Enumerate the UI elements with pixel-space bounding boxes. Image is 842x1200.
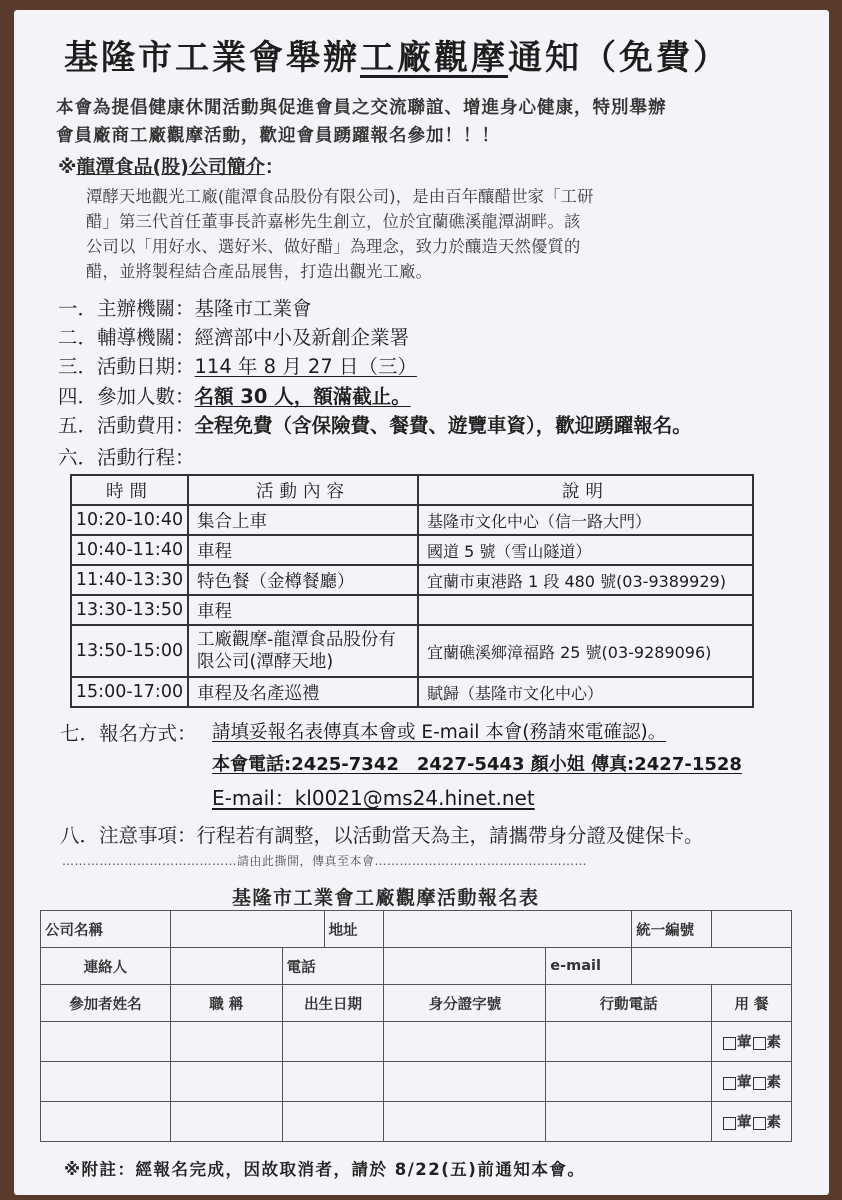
page-title: 基隆市工業會舉辦工廠觀摩通知（免費） [64, 38, 730, 78]
row-time: 11:40-13:30 [71, 565, 188, 595]
meal-choice: 葷 素 [712, 1062, 792, 1102]
participant-id-field[interactable] [384, 1102, 546, 1142]
company-paragraph-line: 醋」第三代首任董事長許嘉彬先生創立，位於宜蘭礁溪龍潭湖畔。該 [86, 212, 581, 231]
participant-birthdate-field[interactable] [282, 1062, 384, 1102]
row-activity: 車程 [188, 595, 418, 625]
meal-choice: 葷 素 [712, 1102, 792, 1142]
organizer-item: 一．主辦機關：基隆市工業會 [58, 297, 312, 320]
fee-item: 五．活動費用：全程免費（含保險費、餐費、遊覽車資），歡迎踴躍報名。 [58, 414, 692, 437]
row-time: 10:40-11:40 [71, 535, 188, 565]
table-row [71, 565, 753, 595]
tax-id-label: 統一編號 [632, 911, 712, 948]
meat-checkbox[interactable] [723, 1077, 736, 1090]
address-field[interactable] [384, 911, 632, 948]
contact-label: 連絡人 [41, 948, 171, 985]
form-title: 基隆市工業會工廠觀摩活動報名表 [232, 887, 540, 909]
participant-mobile-field[interactable] [546, 1022, 712, 1062]
contact-field[interactable] [170, 948, 282, 985]
participants-item: 四．參加人數：名額 30 人，額滿截止。 [58, 385, 411, 408]
participant-birthdate-field[interactable] [282, 1022, 384, 1062]
col-id-number: 身分證字號 [384, 985, 546, 1022]
row-time: 15:00-17:00 [71, 677, 188, 707]
vegetarian-checkbox[interactable] [753, 1117, 766, 1130]
col-title: 職 稱 [170, 985, 282, 1022]
row-activity: 車程 [188, 535, 418, 565]
phone-label: 電話 [282, 948, 384, 985]
company-heading: ※龍潭食品(股)公司簡介： [58, 156, 284, 178]
notice-item: 八．注意事項：行程若有調整，以活動當天為主，請攜帶身分證及健保卡。 [60, 824, 704, 847]
row-description: 宜蘭市東港路 1 段 480 號(03-9389929) [418, 565, 753, 595]
row-activity: 特色餐（金樽餐廳） [188, 565, 418, 595]
email-field[interactable] [632, 948, 792, 985]
registration-form [40, 910, 792, 1142]
table-row [71, 677, 753, 707]
header-activity: 活動內容 [188, 475, 418, 505]
company-name-field[interactable] [170, 911, 324, 948]
meal-choice: 葷 素 [712, 1022, 792, 1062]
company-name-label: 公司名稱 [41, 911, 171, 948]
col-mobile: 行動電話 [546, 985, 712, 1022]
participant-name-field[interactable] [41, 1022, 171, 1062]
participant-row [41, 1062, 792, 1102]
row-time: 13:30-13:50 [71, 595, 188, 625]
tax-id-field[interactable] [712, 911, 792, 948]
header-time: 時間 [71, 475, 188, 505]
table-row [71, 595, 753, 625]
intro-line-2: 會員廠商工廠觀摩活動，歡迎會員踴躍報名參加！！！ [56, 126, 500, 146]
participant-row [41, 1102, 792, 1142]
vegetarian-checkbox[interactable] [753, 1037, 766, 1050]
participant-title-field[interactable] [170, 1102, 282, 1142]
tear-line: ……………………………………請由此撕開，傳真至本會…………………………………………… [62, 854, 588, 868]
form-header-row [41, 985, 792, 1022]
advisor-item: 二．輔導機關：經濟部中小及新創企業署 [58, 326, 410, 349]
row-time: 10:20-10:40 [71, 505, 188, 535]
participant-title-field[interactable] [170, 1062, 282, 1102]
participant-row [41, 1022, 792, 1062]
company-paragraph-line: 潭酵天地觀光工廠(龍潭食品股份有限公司)，是由百年釀醋世家「工研 [86, 187, 594, 206]
row-description [418, 595, 753, 625]
registration-label: 七．報名方式： [60, 722, 197, 745]
participant-id-field[interactable] [384, 1062, 546, 1102]
registration-method: 請填妥報名表傳真本會或 E-mail 本會(務請來電確認)。 [212, 722, 667, 743]
participant-mobile-field[interactable] [546, 1102, 712, 1142]
schedule-label: 六．活動行程： [58, 446, 195, 469]
footnote: ※附註：經報名完成，因故取消者，請於 8/22(五)前通知本會。 [64, 1160, 586, 1179]
registration-phone: 本會電話:2425-7342 2427-5443 顏小姐 傳真:2427-1528 [212, 754, 742, 775]
participant-name-field[interactable] [41, 1102, 171, 1142]
company-paragraph-line: 公司以「用好水、選好米、做好醋」為理念，致力於釀造天然優質的 [86, 237, 581, 256]
form-row-contact [41, 948, 792, 985]
participant-name-field[interactable] [41, 1062, 171, 1102]
meat-checkbox[interactable] [723, 1117, 736, 1130]
row-description: 賦歸（基隆市文化中心） [418, 677, 753, 707]
row-description: 基隆市文化中心（信一路大門） [418, 505, 753, 535]
row-description: 國道 5 號（雪山隧道） [418, 535, 753, 565]
participant-title-field[interactable] [170, 1022, 282, 1062]
row-activity: 車程及名產巡禮 [188, 677, 418, 707]
col-meal: 用 餐 [712, 985, 792, 1022]
registration-email[interactable]: E-mail：kl0021@ms24.hinet.net [212, 786, 535, 810]
email-label: e-mail [546, 948, 632, 985]
date-item: 三．活動日期：114 年 8 月 27 日（三） [58, 355, 417, 378]
vegetarian-checkbox[interactable] [753, 1077, 766, 1090]
participant-mobile-field[interactable] [546, 1062, 712, 1102]
phone-field[interactable] [384, 948, 546, 985]
company-paragraph-line: 醋，並將製程結合產品展售，打造出觀光工廠。 [86, 262, 433, 281]
intro-line-1: 本會為提倡健康休閒活動與促進會員之交流聯誼、增進身心健康，特別舉辦 [56, 98, 667, 118]
header-description: 說明 [418, 475, 753, 505]
row-activity: 工廠觀摩-龍潭食品股份有限公司(潭酵天地) [188, 625, 418, 677]
col-birthdate: 出生日期 [282, 985, 384, 1022]
table-row [71, 505, 753, 535]
col-name: 參加者姓名 [41, 985, 171, 1022]
schedule-table [70, 474, 754, 708]
row-time: 13:50-15:00 [71, 625, 188, 677]
participant-birthdate-field[interactable] [282, 1102, 384, 1142]
row-description: 宜蘭礁溪鄉漳福路 25 號(03-9289096) [418, 625, 753, 677]
address-label: 地址 [324, 911, 384, 948]
schedule-header-row [71, 475, 753, 505]
table-row [71, 535, 753, 565]
row-activity: 集合上車 [188, 505, 418, 535]
table-row [71, 625, 753, 677]
meat-checkbox[interactable] [723, 1037, 736, 1050]
participant-id-field[interactable] [384, 1022, 546, 1062]
form-row-company [41, 911, 792, 948]
